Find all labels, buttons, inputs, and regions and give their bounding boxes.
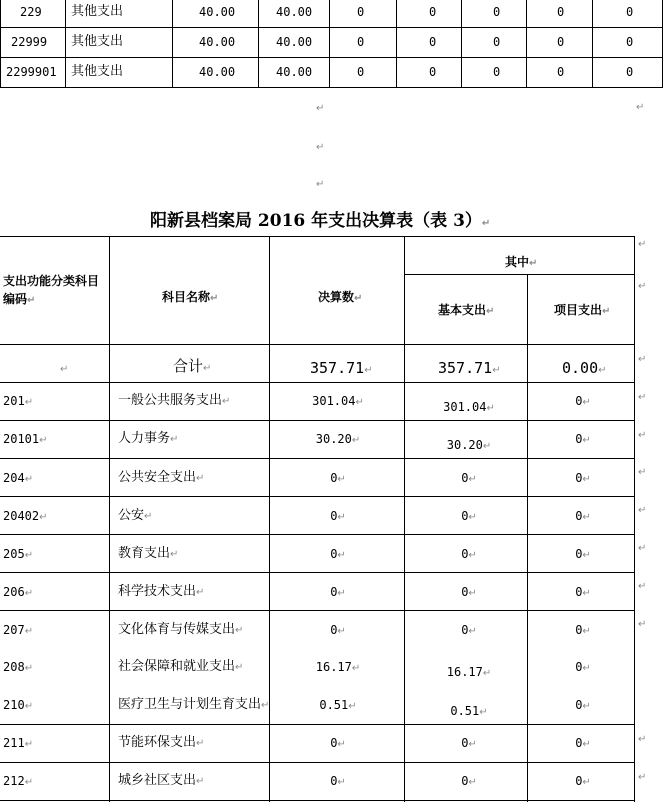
paragraph-mark: ↵ (337, 626, 346, 637)
paragraph-mark: ↵ (316, 103, 325, 114)
project-cell (575, 393, 591, 409)
header-project-text: 项目支出 (554, 303, 603, 317)
header-total (318, 288, 362, 305)
paragraph-mark: ↵ (337, 777, 346, 788)
paragraph-mark: ↵ (638, 239, 647, 250)
code-cell (3, 584, 33, 600)
paragraph-mark: ↵ (337, 739, 346, 750)
total-cell-text: 0 (330, 585, 338, 599)
value-cell: 0 (626, 35, 634, 49)
basic-cell-text: 0 (461, 547, 469, 561)
paragraph-mark: ↵ (638, 734, 647, 745)
name-cell (118, 393, 230, 409)
project-cell-text: 0 (575, 698, 583, 712)
paragraph-mark: ↵ (638, 392, 647, 403)
paragraph-mark: ↵ (60, 364, 69, 375)
code-cell-text: 201 (3, 394, 25, 408)
value-cell: 0 (429, 35, 437, 49)
paragraph-mark: ↵ (337, 550, 346, 561)
paragraph-mark: ↵ (24, 626, 34, 637)
paragraph-mark: ↵ (316, 142, 325, 153)
paragraph-mark: ↵ (638, 543, 647, 554)
total-value (310, 359, 373, 377)
paragraph-mark: ↵ (337, 512, 346, 523)
paragraph-mark: ↵ (482, 668, 492, 679)
total-cell-text: 0 (330, 509, 338, 523)
value-cell: 0 (493, 35, 501, 49)
header-code-text: 支出功能分类科目编码 (3, 274, 100, 306)
total-project-text: 0.00 (562, 359, 599, 377)
paragraph-mark: ↵ (24, 663, 34, 674)
total-cell (330, 622, 346, 638)
code-cell-text: 208 (3, 660, 25, 674)
total-cell-text: 0 (330, 736, 338, 750)
name-cell-text: 医疗卫生与计划生育支出 (118, 697, 262, 712)
basic-cell-text: 0 (461, 623, 469, 637)
total-cell (330, 735, 346, 751)
code-cell (3, 622, 33, 638)
paragraph-mark: ↵ (468, 777, 477, 788)
total-project (562, 359, 607, 377)
paragraph-mark: ↵ (39, 435, 48, 446)
paragraph-mark: ↵ (355, 397, 364, 408)
name-cell (118, 659, 243, 675)
paragraph-mark: ↵ (468, 512, 477, 523)
basic-cell-text: 0 (461, 585, 469, 599)
page-title (150, 206, 490, 231)
project-cell (575, 431, 591, 447)
paragraph-mark: ↵ (479, 707, 488, 718)
basic-cell (447, 437, 492, 453)
paragraph-mark: ↵ (235, 662, 244, 673)
name-cell-text: 人力事务 (118, 431, 171, 446)
project-cell-text: 0 (575, 471, 583, 485)
header-group-text: 其中 (505, 255, 530, 269)
project-cell-text: 0 (575, 432, 583, 446)
paragraph-mark: ↵ (582, 512, 591, 523)
paragraph-mark: ↵ (39, 512, 48, 523)
value-cell: 0 (626, 5, 634, 19)
paragraph-mark: ↵ (235, 625, 244, 636)
paragraph-mark: ↵ (468, 739, 477, 750)
basic-cell (461, 470, 477, 486)
code-cell-text: 20101 (3, 432, 40, 446)
basic-cell (447, 664, 492, 680)
basic-cell-text: 30.20 (446, 438, 483, 452)
paragraph-mark: ↵ (482, 441, 492, 452)
project-cell-text: 0 (575, 736, 583, 750)
paragraph-mark: ↵ (337, 474, 346, 485)
code-cell: 22999 (11, 35, 48, 49)
name-cell: 其他支出 (71, 64, 124, 79)
total-cell (330, 584, 346, 600)
value-cell: 0 (357, 5, 365, 19)
name-cell (118, 735, 204, 751)
code-cell: 229 (20, 5, 42, 19)
total-cell-text: 0.51 (319, 698, 349, 712)
code-cell-text: 205 (3, 547, 25, 561)
total-cell (316, 431, 361, 447)
paragraph-mark: ↵ (486, 306, 495, 317)
paragraph-mark: ↵ (24, 550, 34, 561)
name-cell: 其他支出 (71, 34, 124, 49)
value-cell: 0 (557, 35, 565, 49)
paragraph-mark: ↵ (24, 397, 34, 408)
paragraph-mark: ↵ (582, 588, 591, 599)
paragraph-mark: ↵ (351, 663, 361, 674)
code-cell-text: 206 (3, 585, 25, 599)
paragraph-mark: ↵ (24, 739, 34, 750)
value-cell: 0 (557, 5, 565, 19)
project-cell-text: 0 (575, 394, 583, 408)
value-cell: 40.00 (276, 65, 313, 79)
paragraph-mark: ↵ (638, 430, 647, 441)
total-cell (330, 773, 346, 789)
project-cell-text: 0 (575, 623, 583, 637)
basic-cell (461, 546, 477, 562)
code-cell (3, 546, 33, 562)
paragraph-mark: ↵ (582, 397, 591, 408)
project-cell (575, 546, 591, 562)
project-cell (575, 773, 591, 789)
value-cell: 0 (357, 35, 365, 49)
project-cell-text: 0 (575, 774, 583, 788)
total-cell-text: 0 (330, 623, 338, 637)
value-cell: 0 (493, 5, 501, 19)
code-cell (3, 508, 48, 524)
project-cell (575, 697, 591, 713)
basic-cell (461, 584, 477, 600)
code-cell (3, 431, 48, 447)
paragraph-mark: ↵ (24, 474, 34, 485)
paragraph-mark: ↵ (196, 587, 205, 598)
paragraph-mark: ↵ (582, 701, 591, 712)
code-cell-text: 204 (3, 471, 25, 485)
basic-cell-text: 0 (461, 736, 469, 750)
code-cell (3, 773, 33, 789)
project-cell (575, 659, 591, 675)
total-cell-text: 0 (330, 547, 338, 561)
paragraph-mark: ↵ (468, 626, 477, 637)
paragraph-mark: ↵ (468, 588, 477, 599)
paragraph-mark: ↵ (196, 738, 205, 749)
total-cell-text: 0 (330, 774, 338, 788)
paragraph-mark: ↵ (598, 365, 607, 376)
basic-cell (461, 622, 477, 638)
value-cell: 40.00 (199, 35, 236, 49)
total-cell-text: 16.17 (315, 660, 352, 674)
paragraph-mark: ↵ (364, 365, 373, 376)
header-group (505, 253, 537, 270)
value-cell: 0 (429, 5, 437, 19)
code-cell-text: 212 (3, 774, 25, 788)
name-cell-text: 公共安全支出 (118, 470, 197, 485)
paragraph-mark: ↵ (24, 588, 34, 599)
header-name (162, 288, 218, 305)
basic-cell (443, 399, 495, 415)
project-cell (575, 508, 591, 524)
paragraph-mark: ↵ (582, 739, 591, 750)
project-cell (575, 584, 591, 600)
total-cell-text: 301.04 (312, 394, 356, 408)
value-cell: 0 (357, 65, 365, 79)
paragraph-mark: ↵ (222, 396, 231, 407)
value-cell: 0 (626, 65, 634, 79)
paragraph-mark: ↵ (348, 701, 357, 712)
code-cell (3, 697, 33, 713)
paragraph-mark: ↵ (636, 102, 645, 113)
paragraph-mark: ↵ (602, 306, 611, 317)
paragraph-mark: ↵ (638, 354, 647, 365)
paragraph-mark: ↵ (468, 474, 477, 485)
paragraph-mark: ↵ (468, 550, 477, 561)
project-cell-text: 0 (575, 660, 583, 674)
paragraph-mark: ↵ (24, 777, 34, 788)
paragraph-mark: ↵ (261, 700, 270, 711)
name-cell (118, 431, 178, 447)
name-cell-text: 文化体育与传媒支出 (118, 622, 236, 637)
value-cell: 40.00 (199, 5, 236, 19)
paragraph-mark: ↵ (582, 663, 591, 674)
name-cell (118, 622, 243, 638)
paragraph-mark: ↵ (638, 772, 647, 783)
total-cell (330, 508, 346, 524)
header-code (3, 272, 107, 308)
basic-cell-text: 0 (461, 471, 469, 485)
paragraph-mark: ↵ (481, 218, 491, 229)
basic-cell (450, 703, 487, 719)
paragraph-mark: ↵ (582, 435, 591, 446)
paragraph-mark: ↵ (210, 293, 219, 304)
project-cell-text: 0 (575, 547, 583, 561)
paragraph-mark: ↵ (351, 435, 361, 446)
basic-cell-text: 0.51 (450, 704, 480, 718)
basic-cell-text: 0 (461, 774, 469, 788)
name-cell-text: 节能环保支出 (118, 735, 197, 750)
total-label (173, 355, 211, 376)
name-cell-text: 公安 (118, 508, 145, 523)
value-cell: 40.00 (276, 5, 313, 19)
basic-cell-text: 16.17 (446, 665, 483, 679)
name-cell-text: 社会保障和就业支出 (118, 659, 236, 674)
paragraph-mark: ↵ (196, 776, 205, 787)
paragraph-mark: ↵ (582, 474, 591, 485)
name-cell (118, 508, 152, 524)
code-cell (3, 393, 33, 409)
paragraph-mark: ↵ (144, 511, 153, 522)
paragraph-mark: ↵ (638, 281, 647, 292)
paragraph-mark: ↵ (27, 295, 36, 306)
code-cell-text: 211 (3, 736, 25, 750)
name-cell-text: 教育支出 (118, 546, 171, 561)
paragraph-mark: ↵ (638, 581, 647, 592)
name-cell (118, 584, 204, 600)
paragraph-mark: ↵ (582, 777, 591, 788)
value-cell: 0 (557, 65, 565, 79)
basic-cell-text: 301.04 (443, 400, 487, 414)
paragraph-mark: ↵ (492, 365, 501, 376)
name-cell: 其他支出 (71, 4, 124, 19)
basic-cell-text: 0 (461, 509, 469, 523)
project-cell (575, 470, 591, 486)
name-cell (118, 470, 204, 486)
total-label-text: 合计 (173, 357, 204, 375)
paragraph-mark: ↵ (582, 626, 591, 637)
paragraph-mark: ↵ (354, 293, 363, 304)
code-cell (3, 659, 33, 675)
header-name-text: 科目名称 (162, 290, 211, 304)
paragraph-mark: ↵ (638, 467, 647, 478)
project-cell (575, 622, 591, 638)
total-cell (330, 546, 346, 562)
basic-cell (461, 735, 477, 751)
header-basic-text: 基本支出 (438, 303, 487, 317)
paragraph-mark: ↵ (638, 619, 647, 630)
code-cell: 2299901 (6, 65, 57, 79)
total-basic (438, 359, 501, 377)
paragraph-mark: ↵ (582, 550, 591, 561)
name-cell (118, 773, 204, 789)
total-cell (316, 659, 361, 675)
total-cell-text: 30.20 (315, 432, 352, 446)
paragraph-mark: ↵ (196, 473, 205, 484)
total-cell (330, 470, 346, 486)
paragraph-mark: ↵ (24, 701, 34, 712)
header-project (554, 301, 610, 318)
name-cell-text: 科学技术支出 (118, 584, 197, 599)
name-cell (118, 697, 269, 713)
basic-cell (461, 508, 477, 524)
value-cell: 40.00 (199, 65, 236, 79)
paragraph-mark: ↵ (203, 363, 212, 374)
paragraph-mark: ↵ (638, 505, 647, 516)
name-cell-text: 城乡社区支出 (118, 773, 197, 788)
paragraph-mark: ↵ (529, 258, 538, 269)
paragraph-mark: ↵ (337, 588, 346, 599)
total-basic-text: 357.71 (438, 359, 493, 377)
paragraph-mark: ↵ (316, 179, 325, 190)
total-cell-text: 0 (330, 471, 338, 485)
code-cell (3, 470, 33, 486)
project-cell (575, 735, 591, 751)
paragraph-mark: ↵ (170, 434, 179, 445)
paragraph-mark: ↵ (170, 549, 179, 560)
header-basic (438, 301, 494, 318)
code-cell-text: 210 (3, 698, 25, 712)
code-cell-text: 207 (3, 623, 25, 637)
header-total-text: 决算数 (318, 290, 355, 304)
value-cell: 0 (429, 65, 437, 79)
project-cell-text: 0 (575, 585, 583, 599)
basic-cell (461, 773, 477, 789)
value-cell: 40.00 (276, 35, 313, 49)
paragraph-mark: ↵ (486, 403, 495, 414)
name-cell (118, 546, 178, 562)
code-cell-text: 20402 (3, 509, 40, 523)
title-text: 阳新县档案局 2016 年支出决算表（表 3） (150, 211, 482, 231)
total-cell (312, 393, 364, 409)
name-cell-text: 一般公共服务支出 (118, 393, 223, 408)
project-cell-text: 0 (575, 509, 583, 523)
code-cell (3, 735, 33, 751)
value-cell: 0 (493, 65, 501, 79)
total-value-text: 357.71 (310, 359, 365, 377)
total-cell (319, 697, 356, 713)
